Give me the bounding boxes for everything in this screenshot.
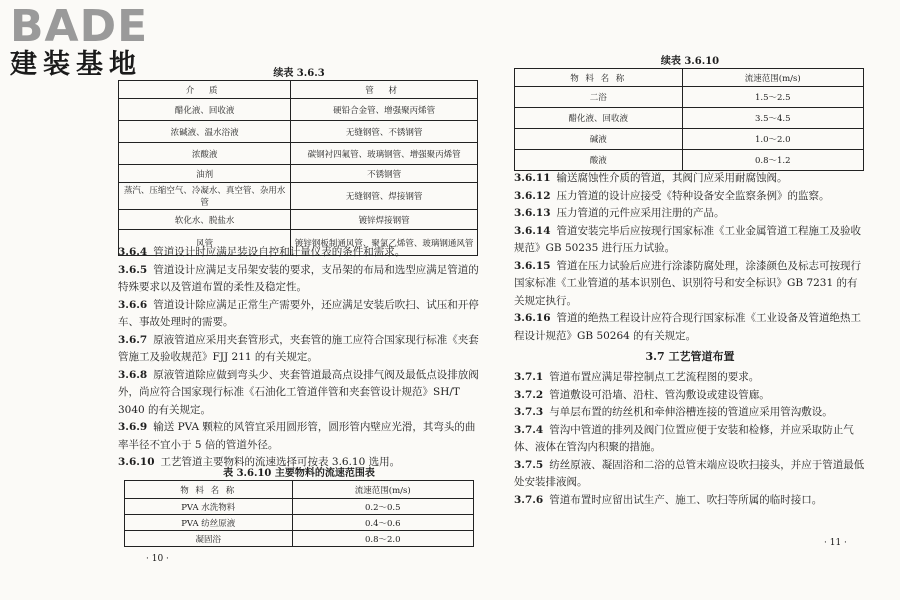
- table-row: [515, 150, 864, 171]
- clause-number: 3.6.11: [514, 172, 551, 184]
- table-cell: 油剂: [119, 165, 291, 183]
- clause-3-6-11: [514, 170, 866, 188]
- table-cell: 醋化液、回收液: [515, 108, 683, 129]
- flow-rate-table-continued: [514, 68, 864, 171]
- table-cell: 镀锌钢板制通风管、聚氯乙烯管、玻璃钢通风管: [291, 230, 478, 256]
- table-cell: 酸液: [515, 150, 683, 171]
- table-caption: 表 3.6.10 主要物料的流速范围表: [223, 468, 375, 479]
- clause-number: 3.6.4: [118, 246, 148, 258]
- table-cell: 0.8～1.2: [682, 150, 863, 171]
- table-cell: 镀锌焊接钢管: [291, 210, 478, 230]
- clause-3-6-5: [118, 262, 480, 297]
- clause-3-7-4: [514, 422, 866, 457]
- media-pipe-table: [118, 80, 478, 256]
- table-caption: 续表 3.6.3: [273, 68, 325, 79]
- table-header-cell: 物 料 名 称: [515, 69, 683, 87]
- clause-3-6-6: [118, 297, 480, 332]
- table-caption: 续表 3.6.10: [660, 56, 720, 67]
- clause-number: 3.6.8: [118, 368, 148, 381]
- clause-number: 3.7.2: [514, 388, 544, 401]
- clause-3-7-6: [514, 492, 866, 510]
- table-header-cell: 流速范围(m/s): [682, 69, 863, 87]
- clause-number: 3.6.16: [514, 312, 551, 324]
- left-body: [118, 244, 480, 472]
- table-row: [119, 183, 478, 210]
- table-header-row: [125, 481, 474, 499]
- table-cell: 碱液: [515, 129, 683, 150]
- table-cell: 软化水、脱盐水: [119, 210, 291, 230]
- table-header-row: [515, 69, 864, 87]
- table-cell: 1.0～2.0: [682, 129, 863, 150]
- clause-number: 3.7.1: [514, 371, 544, 383]
- clause-3-7-1: [514, 369, 866, 387]
- table-header-row: [119, 81, 478, 99]
- clause-text: 纺丝原液、凝固浴和二浴的总管末端应设吹扫接头，并应于管道最低处安装排液阀。: [514, 458, 865, 488]
- table-cell: 无缝钢管、焊接钢管: [291, 183, 478, 210]
- clause-text: 压力管道的设计应接受《特种设备安全监察条例》的监察。: [556, 189, 830, 202]
- clause-3-6-13: [514, 205, 866, 223]
- table-cell: 0.4～0.6: [292, 515, 473, 531]
- table-row: [119, 165, 478, 183]
- table-cell: 不锈钢管: [291, 165, 478, 183]
- clause-text: 管沟中管道的排列及阀门位置应便于安装和检修，并应采取防止气体、液体在管沟内积聚的措施。: [514, 423, 854, 453]
- table-cell: PVA 纺丝原液: [125, 515, 293, 531]
- clause-text: 管道安装完毕后应按现行国家标准《工业金属管道工程施工及验收规范》GB 50235 进行压力试验。: [514, 224, 862, 254]
- page-number: · 11 ·: [824, 538, 847, 548]
- table-row: [515, 108, 864, 129]
- table-cell: 浓酸液: [119, 143, 291, 165]
- clause-3-6-9: [118, 419, 480, 454]
- clause-3-6-14: [514, 223, 866, 258]
- table-cell: 二浴: [515, 87, 683, 108]
- clause-text: 管道设计除应满足正常生产需要外，还应满足安装后吹扫、试压和开停车、事故处理时的需要。: [118, 298, 479, 328]
- clause-number: 3.6.6: [118, 298, 148, 311]
- clause-number: 3.7.4: [514, 423, 544, 436]
- table-row: [515, 87, 864, 108]
- table-cell: 0.2～0.5: [292, 499, 473, 515]
- clause-number: 3.7.3: [514, 406, 544, 418]
- page-number: · 10 ·: [146, 554, 169, 564]
- table-row: [119, 143, 478, 165]
- table-cell: 醋化液、回收液: [119, 99, 291, 121]
- table-header-cell: 介 质: [119, 81, 291, 99]
- table-cell: 3.5～4.5: [682, 108, 863, 129]
- clause-text: 管道敷设可沿墙、沿柱、管沟敷设或建设管廊。: [549, 388, 770, 401]
- clause-number: 3.6.14: [514, 224, 551, 237]
- clause-text: 管道设计应满足支吊架安装的要求，支吊架的布局和选型应满足管道的特殊要求以及管道布置的柔性及稳定性。: [118, 263, 479, 293]
- table-header-cell: 管 材: [291, 81, 478, 99]
- clause-number: 3.6.13: [514, 207, 551, 219]
- clause-number: 3.6.10: [118, 456, 155, 468]
- table-header-cell: 物 料 名 称: [125, 481, 293, 499]
- clause-number: 3.6.15: [514, 259, 551, 272]
- logo-wordmark: BADE: [10, 1, 149, 52]
- right-body: [514, 170, 866, 509]
- clause-3-6-4: [118, 244, 480, 262]
- clause-3-6-7: [118, 332, 480, 367]
- clause-3-6-16: [514, 310, 866, 345]
- clause-3-7-2: [514, 387, 866, 405]
- table-cell: 无缝钢管、不锈钢管: [291, 121, 478, 143]
- table-row: [515, 129, 864, 150]
- clause-number: 3.6.9: [118, 421, 148, 433]
- clause-text: 与单层布置的纺丝机和牵伸浴槽连接的管道应采用管沟敷设。: [549, 406, 833, 418]
- clause-3-6-15: [514, 258, 866, 311]
- table-cell: 浓碱液、温水浴液: [119, 121, 291, 143]
- clause-text: 输送腐蚀性介质的管道，其阀门应采用耐腐蚀阀。: [556, 172, 788, 184]
- clause-text: 工艺管道主要物料的流速选择可按表 3.6.10 选用。: [160, 456, 401, 468]
- clause-text: 管道在压力试验后应进行涂漆防腐处理，涂漆颜色及标志可按现行国家标准《工业管道的基本识别色、识别符号和安全标识》GB 7231 的有关规定执行。: [514, 259, 862, 307]
- table-cell: PVA 水洗物料: [125, 499, 293, 515]
- flow-rate-table: [124, 480, 474, 547]
- clause-number: 3.7.6: [514, 493, 544, 506]
- clause-text: 管道布置应满足带控制点工艺流程图的要求。: [549, 371, 760, 383]
- clause-text: 管道设计时应满足装设自控和计量仪表的条件和需求。: [153, 246, 406, 258]
- clause-text: 原液管道应采用夹套管形式，夹套管的施工应符合国家现行标准《夹套管施工及验收规范》FJJ 211 的有关规定。: [118, 333, 479, 363]
- clause-number: 3.7.5: [514, 458, 544, 471]
- clause-number: 3.6.5: [118, 263, 148, 276]
- table-cell: 1.5～2.5: [682, 87, 863, 108]
- clause-text: 输送 PVA 颗粒的风管宜采用圆形管，圆形管内壁应光滑，其弯头的曲率半径不宜小于 5 倍的管道外径。: [118, 421, 476, 451]
- clause-text: 管道的绝热工程设计应符合现行国家标准《工业设备及管道绝热工程设计规范》GB 50264 的有关规定。: [514, 312, 862, 342]
- table-cell: 凝固浴: [125, 531, 293, 547]
- table-row: [125, 531, 474, 547]
- clause-number: 3.6.12: [514, 189, 551, 202]
- clause-3-6-8: [118, 367, 480, 420]
- table-row: [125, 515, 474, 531]
- table-cell: 碳钢衬四氟管、玻璃钢管、增强聚丙烯管: [291, 143, 478, 165]
- clause-3-7-5: [514, 457, 866, 492]
- clause-3-6-12: [514, 188, 866, 206]
- clause-text: 原液管道除应做到弯头少、夹套管道最高点设排气阀及最低点设排放阀外，尚应符合国家现行标准《石油化工管道伴管和夹套管设计规范》SH/T 3040 的有关规定。: [118, 368, 479, 416]
- section-title: 3.7 工艺管道布置: [645, 350, 735, 363]
- table-header-cell: 流速范围(m/s): [292, 481, 473, 499]
- table-cell: 风管: [119, 230, 291, 256]
- clause-3-7-3: [514, 404, 866, 422]
- table-row: [119, 99, 478, 121]
- clause-number: 3.6.7: [118, 333, 148, 346]
- table-row: [125, 499, 474, 515]
- table-cell: 硬铅合金管、增强聚丙烯管: [291, 99, 478, 121]
- table-row: [119, 210, 478, 230]
- table-cell: 蒸汽、压缩空气、冷凝水、真空管、杂用水管: [119, 183, 291, 210]
- clause-text: 管道布置时应留出试生产、施工、吹扫等所属的临时接口。: [549, 493, 823, 506]
- table-row: [119, 121, 478, 143]
- clause-text: 压力管道的元件应采用注册的产品。: [556, 207, 725, 219]
- table-cell: 0.8～2.0: [292, 531, 473, 547]
- logo-subtitle: 建装基地: [10, 49, 142, 80]
